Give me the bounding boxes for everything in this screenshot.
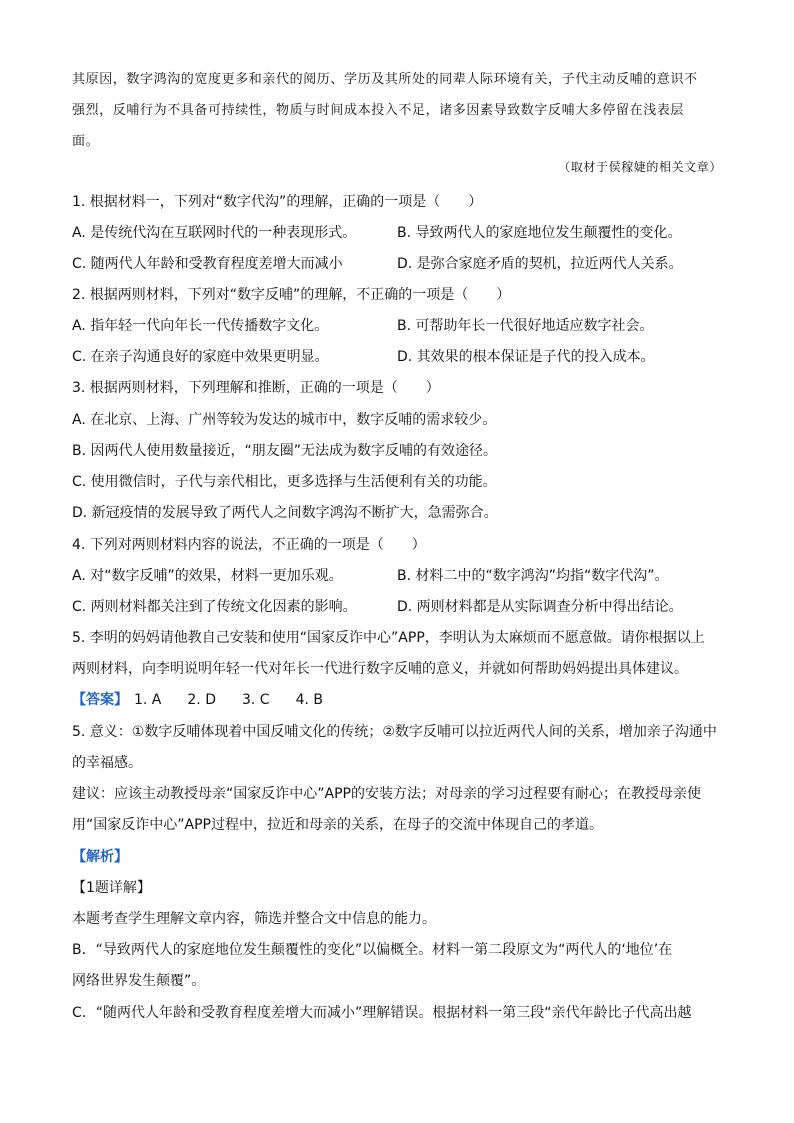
intro-paragraph <box>72 64 732 157</box>
analysis-line: 本题考查学生理解文章内容，筛选并整合文中信息的能力。 <box>72 911 436 927</box>
q5-stem-line: 两则材料，向李明说明年轻一代对年长一代进行数字反哺的意义，并就如何帮助妈妈提出具体建议。 <box>72 661 688 677</box>
q2-option-d: D. 其效果的根本保证是子代的投入成本。 <box>397 349 655 365</box>
q1-stem: 1. 根据材料一，下列对“数字代沟”的理解，正确的一项是（ ） <box>72 194 483 210</box>
answer-row <box>72 690 349 710</box>
intro-line: 其原因，数字鸿沟的宽度更多和亲代的阅历、学历及其所处的同辈人际环境有关，子代主动反哺的意识不 <box>72 72 698 87</box>
q1-option-c: C. 随两代人年龄和受教育程度差增大而减小 <box>72 256 343 272</box>
q3-option-d: D. 新冠疫情的发展导致了两代人之间数字鸿沟不断扩大，急需弥合。 <box>72 505 498 521</box>
analysis-tag: 【解析】 <box>72 849 128 865</box>
q3-option-b: B. 因两代人使用数量接近，“朋友圈”无法成为数字反哺的有效途径。 <box>72 443 498 459</box>
q4-option-c: C. 两则材料都关注到了传统文化因素的影响。 <box>72 599 357 615</box>
answer-value: 4. B <box>295 692 323 708</box>
intro-line: 面。 <box>72 134 100 149</box>
q2-option-c: C. 在亲子沟通良好的家庭中效果更明显。 <box>72 349 329 365</box>
answer-value: 3. C <box>241 692 270 708</box>
q3-option-a: A. 在北京、上海、广州等较为发达的城市中，数字反哺的需求较少。 <box>72 412 497 428</box>
detail-tag: 【1题详解】 <box>72 880 151 896</box>
analysis-line: C．“随两代人年龄和受教育程度差增大而减小”理解错误。根据材料一第三段“亲代年龄比子代高出越 <box>72 1005 692 1021</box>
q1-option-b: B. 导致两代人的家庭地位发生颠覆性的变化。 <box>397 225 682 241</box>
answer-q5-line: 的幸福感。 <box>72 755 142 771</box>
analysis-line: B．“导致两代人的家庭地位发生颠覆性的变化”以偏概全。材料一第二段原文为“两代人的‘地位’在 <box>72 942 673 958</box>
q4-option-b: B. 材料二中的“数字鸿沟”均指“数字代沟”。 <box>397 568 669 584</box>
answer-value: 1. A <box>134 692 162 708</box>
q3-option-c: C. 使用微信时，子代与亲代相比，更多选择与生活便利有关的功能。 <box>72 474 497 490</box>
q5-stem-line: 5. 李明的妈妈请他教自己安装和使用“国家反诈中心”APP，李明认为太麻烦而不愿意做。请你根据以上 <box>72 630 705 646</box>
q3-stem: 3. 根据两则材料，下列理解和推断，正确的一项是（ ） <box>72 380 440 396</box>
q4-option-a: A. 对“数字反哺”的效果，材料一更加乐观。 <box>72 568 343 584</box>
q4-option-d: D. 两则材料都是从实际调查分析中得出结论。 <box>397 599 683 615</box>
q1-option-a: A. 是传统代沟在互联网时代的一种表现形式。 <box>72 225 357 241</box>
q2-option-b: B. 可帮助年长一代很好地适应数字社会。 <box>397 318 654 334</box>
answer-suggestion-line: 用“国家反诈中心”APP过程中，拉近和母亲的关系，在母子的交流中体现自己的孝道。 <box>72 817 603 833</box>
q2-stem: 2. 根据两则材料，下列对“数字反哺”的理解，不正确的一项是（ ） <box>72 287 511 303</box>
answer-suggestion-line: 建议：应该主动教授母亲“国家反诈中心”APP的安装方法；对母亲的学习过程要有耐心；在教授母亲使 <box>72 786 701 802</box>
intro-line: 强烈，反哺行为不具备可持续性，物质与时间成本投入不足，诸多因素导致数字反哺大多停留在浅表层 <box>72 103 685 118</box>
q1-option-d: D. 是弥合家庭矛盾的契机，拉近两代人关系。 <box>397 256 683 272</box>
q4-stem: 4. 下列对两则材料内容的说法，不正确的一项是（ ） <box>72 537 426 553</box>
answer-tag: 【答案】 <box>72 692 128 708</box>
q2-option-a: A. 指年轻一代向年长一代传播数字文化。 <box>72 318 329 334</box>
answer-q5-line: 5. 意义：①数字反哺体现着中国反哺文化的传统；②数字反哺可以拉近两代人间的关系，增加亲子沟通中 <box>72 724 717 740</box>
analysis-line: 网络世界发生颠覆”。 <box>72 973 206 989</box>
answer-value: 2. D <box>187 692 216 708</box>
source-citation: （取材于侯稼婕的相关文章） <box>558 160 722 174</box>
